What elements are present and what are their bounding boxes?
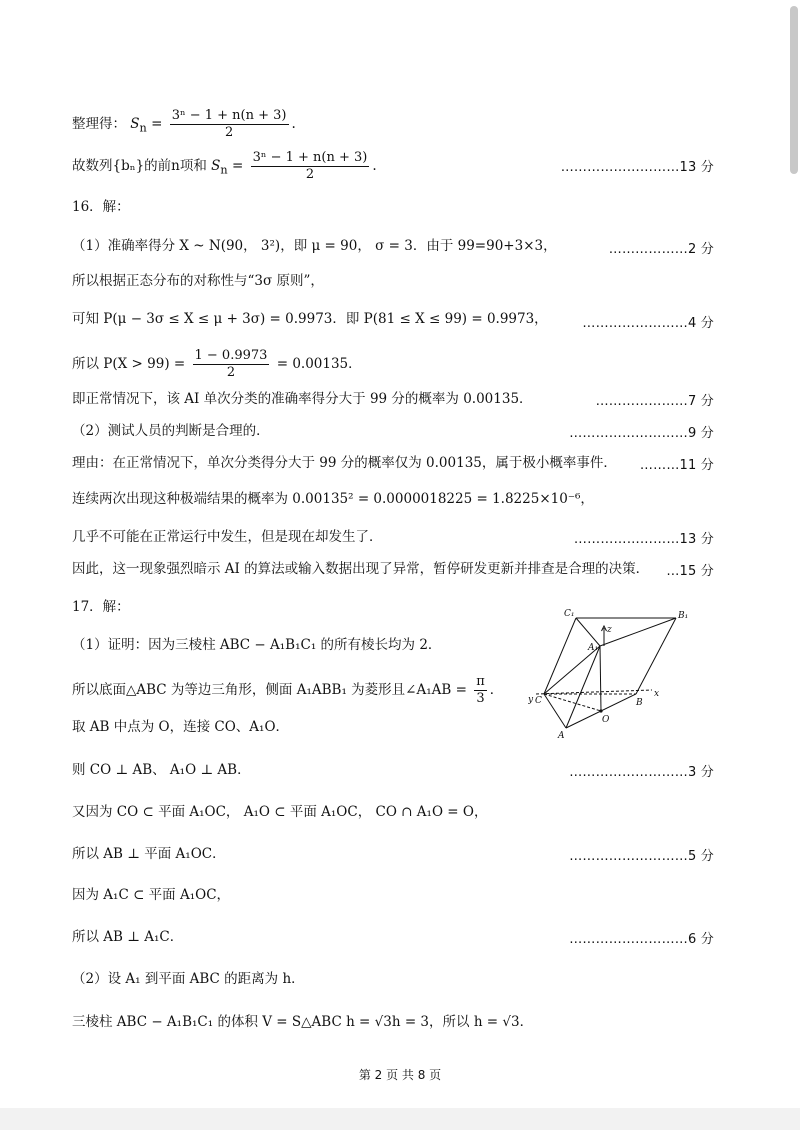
label-x: x bbox=[654, 689, 660, 699]
page-footer: 第 2 页 共 8 页 bbox=[358, 1068, 442, 1082]
line-q16-10: 因此，这一现象强烈暗示 AI 的算法或输入数据出现了异常，暂停研发更新并排查是合理的决策． bbox=[72, 561, 650, 577]
segment-a1-c bbox=[544, 646, 600, 694]
line-q17-8: 所以 AB ⊥ A₁C． bbox=[72, 929, 184, 945]
score-marker: ………………2 分 bbox=[608, 242, 714, 257]
score-marker: ………11 分 bbox=[639, 458, 714, 473]
text: . bbox=[291, 116, 296, 132]
score-marker: ………………………9 分 bbox=[569, 426, 714, 441]
score-marker: …………………7 分 bbox=[595, 394, 714, 409]
line-q17-10: 三棱柱 ABC − A₁B₁C₁ 的体积 V = S△ABC h = √3h = 3，所以 h = √3． bbox=[72, 1014, 534, 1030]
denominator: 3 bbox=[476, 691, 485, 706]
text: 整理得： bbox=[72, 116, 126, 132]
sub-n: n bbox=[139, 121, 147, 135]
label-a1: A₁ bbox=[588, 643, 599, 653]
question-16-heading: 16．解： bbox=[72, 199, 130, 215]
line-q17-6: 所以 AB ⊥ 平面 A₁OC． bbox=[72, 846, 226, 862]
label-a: A bbox=[558, 731, 565, 741]
edge-b1-b bbox=[636, 618, 676, 694]
denominator: 2 bbox=[226, 365, 236, 380]
label-y: y bbox=[528, 695, 534, 705]
text: 所以底面△ABC 为等边三角形，侧面 A₁ABB₁ 为菱形且∠A₁AB = bbox=[72, 682, 472, 698]
fraction bbox=[193, 348, 270, 381]
label-c1: C₁ bbox=[564, 609, 575, 619]
line-q17-4: 则 CO ⊥ AB、 A₁O ⊥ AB． bbox=[72, 762, 251, 778]
numerator: 1 − 0.9973 bbox=[194, 348, 268, 363]
line-q17-9: （2）设 A₁ 到平面 ABC 的距离为 h． bbox=[72, 971, 305, 987]
line-sn-summary: 整理得： $S_n$ = $\frac{\text{3ⁿ − 1 + n(n + 3)}}{2}$ . bbox=[72, 108, 296, 140]
denominator: 2 bbox=[224, 125, 234, 140]
line-q16-4 bbox=[72, 348, 362, 381]
text: 所以 P(X > 99) = bbox=[72, 356, 190, 372]
text: . bbox=[372, 158, 377, 174]
score-marker: ………………………6 分 bbox=[569, 932, 714, 947]
question-17-heading: 17．解： bbox=[72, 599, 130, 615]
score-marker: ………………………13 分 bbox=[560, 160, 714, 175]
fraction bbox=[474, 674, 487, 707]
edge-a1-a bbox=[566, 646, 600, 728]
prism-figure bbox=[528, 606, 698, 744]
line-q17-7: 因为 A₁C ⊂ 平面 A₁OC， bbox=[72, 887, 231, 903]
edge-c1-c bbox=[544, 618, 576, 694]
segment-c-o bbox=[544, 694, 601, 711]
line-q17-2 bbox=[72, 674, 503, 707]
score-marker: ………………………3 分 bbox=[569, 765, 714, 780]
line-q16-3: 可知 P(μ − 3σ ≤ X ≤ μ + 3σ) = 0.9973．即 P(81 ≤ X ≤ 99) = 0.9973， bbox=[72, 311, 548, 327]
line-q17-5: 又因为 CO ⊂ 平面 A₁OC， A₁O ⊂ 平面 A₁OC， CO ∩ A₁O = O， bbox=[72, 804, 488, 820]
text: 故数列{bₙ}的前n项和 bbox=[72, 158, 207, 174]
numerator: 3ⁿ − 1 + n(n + 3) bbox=[252, 150, 368, 165]
numerator: π bbox=[476, 674, 485, 689]
line-q16-2: 所以根据正态分布的对称性与“3σ 原则”， bbox=[72, 273, 324, 289]
line-q16-5: 即正常情况下，该 AI 单次分类的准确率得分大于 99 分的概率为 0.00135． bbox=[72, 391, 533, 407]
bottom-band bbox=[0, 1108, 800, 1130]
line-q16-9: 几乎不可能在正常运行中发生，但是现在却发生了． bbox=[72, 529, 383, 545]
line-q16-6: （2）测试人员的判断是合理的． bbox=[72, 423, 270, 439]
line-q17-3: 取 AB 中点为 O，连接 CO、A₁O． bbox=[72, 719, 290, 735]
label-b: B bbox=[636, 698, 643, 708]
fraction bbox=[251, 150, 370, 183]
label-b1: B₁ bbox=[678, 611, 689, 621]
numerator: 3ⁿ − 1 + n(n + 3) bbox=[171, 108, 287, 123]
label-z: z bbox=[607, 625, 612, 635]
line-q16-7: 理由：在正常情况下，单次分类得分大于 99 分的概率仅为 0.00135，属于极小概率事件． bbox=[72, 455, 617, 471]
line-q16-1: （1）准确率得分 X ~ N(90， 3²)，即 μ = 90， σ = 3．由于 99=90+3×3， bbox=[72, 238, 557, 254]
label-o: O bbox=[602, 715, 610, 725]
edge-c1-a1 bbox=[576, 618, 600, 646]
edge-c-a bbox=[544, 694, 566, 728]
text: = 0.00135． bbox=[272, 356, 362, 372]
score-marker: ……………………13 分 bbox=[573, 532, 714, 547]
line-q17-1: （1）证明：因为三棱柱 ABC − A₁B₁C₁ 的所有棱长均为 2． bbox=[72, 637, 442, 653]
fraction bbox=[170, 108, 289, 141]
score-marker: …15 分 bbox=[666, 564, 714, 579]
var-s: S bbox=[130, 116, 140, 132]
line-q16-8: 连续两次出现这种极端结果的概率为 0.00135² = 0.0000018225 = 1.8225×10⁻⁶， bbox=[72, 491, 594, 507]
score-marker: ………………………5 分 bbox=[569, 849, 714, 864]
x-axis-dashed bbox=[536, 690, 652, 694]
figure-labels bbox=[599, 709, 602, 712]
score-marker: ……………………4 分 bbox=[582, 316, 714, 331]
text: ． bbox=[489, 682, 504, 698]
point-o bbox=[599, 709, 602, 712]
line-bn-sum: 故数列{bₙ}的前n项和 $S_n$ = $\frac{\text{3ⁿ − 1 + n(n + 3)}}{2}$ . bbox=[72, 150, 377, 182]
scrollbar-thumb[interactable] bbox=[790, 6, 798, 174]
denominator: 2 bbox=[305, 167, 315, 182]
segment-a1-o bbox=[600, 646, 601, 711]
label-c: C bbox=[535, 696, 542, 706]
